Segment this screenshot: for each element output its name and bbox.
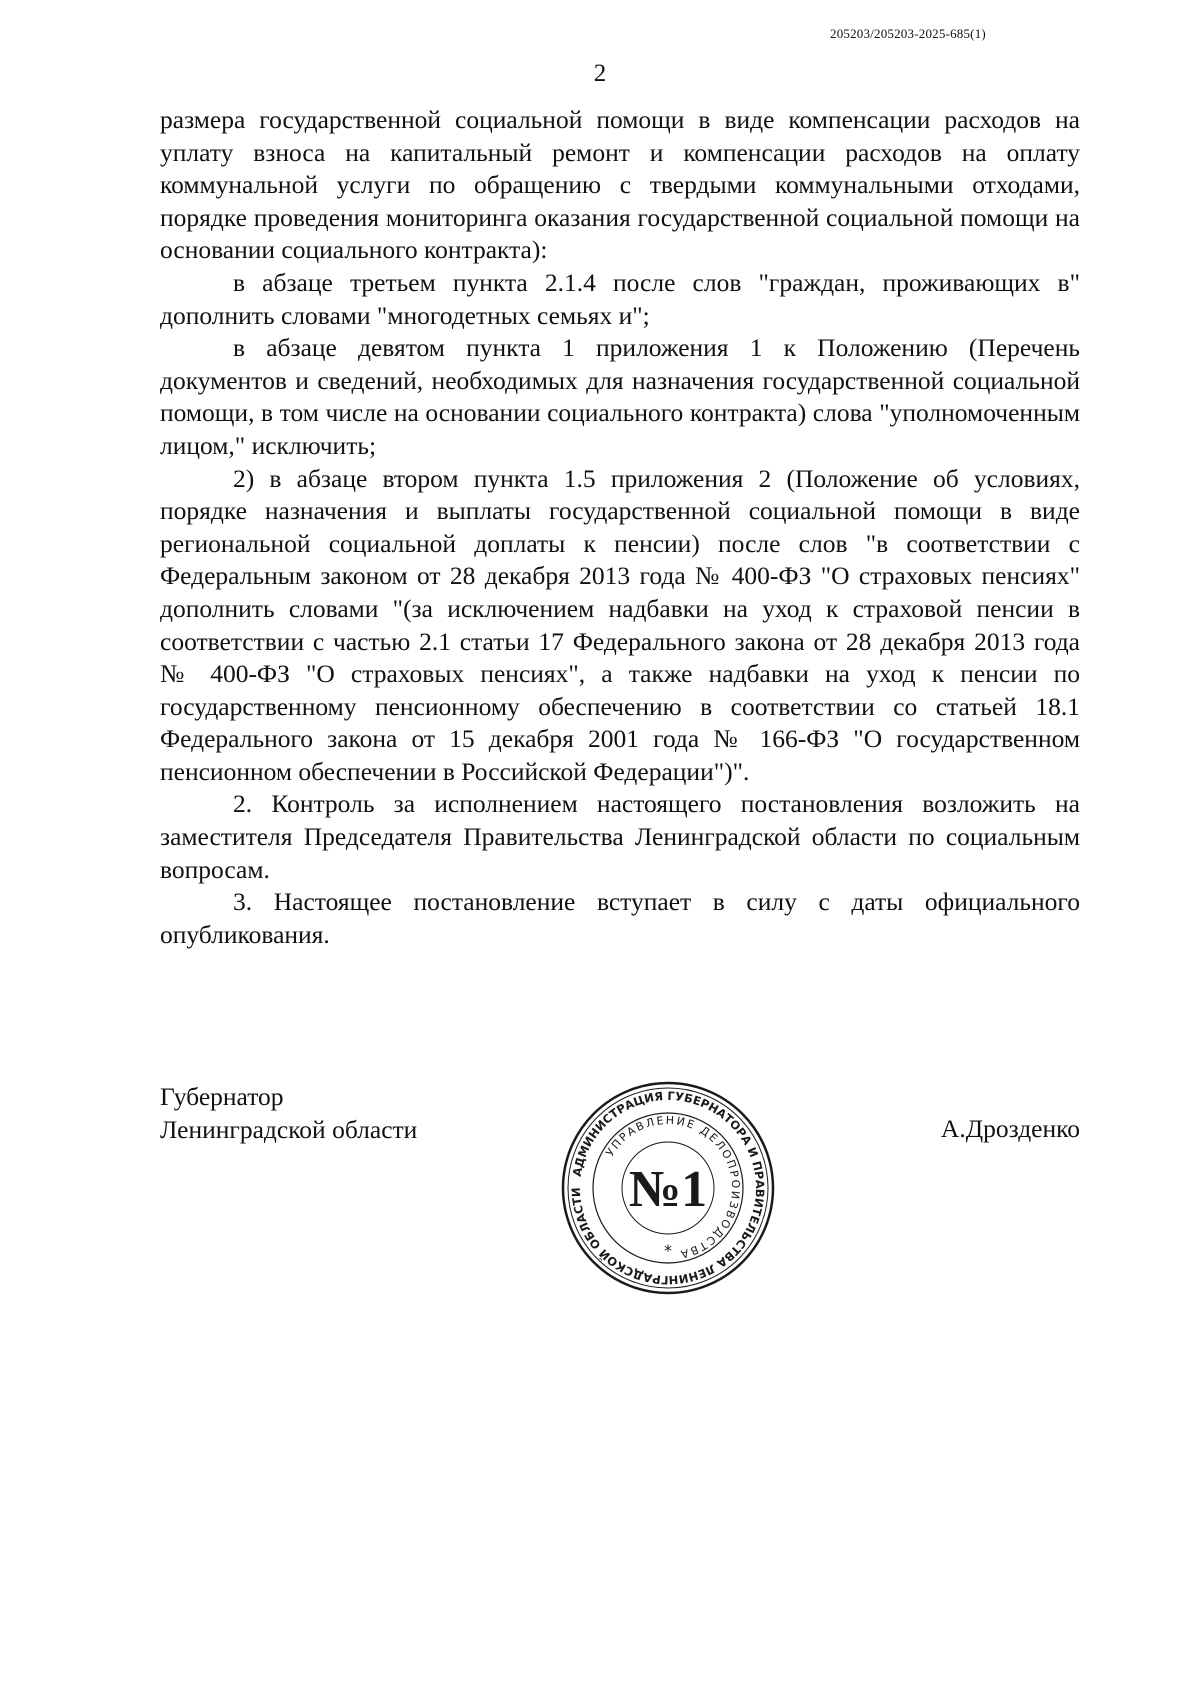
signatory-name: А.Дрозденко xyxy=(940,1114,1080,1143)
official-seal xyxy=(558,1078,778,1298)
page-number: 2 xyxy=(593,60,607,87)
paragraph-amendment-3: 2) в абзаце втором пункта 1.5 приложения 2 (Положение об условиях, порядке назначения и выплаты государственной социальной помощи в виде региональной социальной доплаты к пенсии) после слов "в соответствии с Федеральным законом от 28 декабря 2013 года № 400-ФЗ "О страховых пенсиях" дополнить словами "(за исключением надбавки на уход к страховой пенсии в соответствии с частью 2.1 статьи 17 Федерального закона от 28 декабря 2013 года № 400-ФЗ "О страховых пенсиях", а также надбавки на уход к пенсии по государственному пенсионному обеспечению в соответствии со статьей 18.1 Федерального закона от 15 декабря 2001 года № 166-ФЗ "О государственном пенсионном обеспечении в Российской Федерации")". xyxy=(160,463,1080,786)
paragraph-amendment-1: в абзаце третьем пункта 2.1.4 после слов "граждан, проживающих в" дополнить словами "многодетных семьях и"; xyxy=(160,267,1080,330)
seal-number: №1 xyxy=(628,1161,708,1218)
document-body xyxy=(160,104,1080,951)
signatory-position-line1: Губернатор xyxy=(160,1082,284,1111)
seal-outer-text: АДМИНИСТРАЦИЯ ГУБЕРНАТОРА И ПРАВИТЕЛЬСТВА ЛЕНИНГРАДСКОЙ ОБЛАСТИ xyxy=(568,1088,768,1288)
signatory-position xyxy=(160,1081,417,1146)
seal-inner-text: УПРАВЛЕНИЕ ДЕЛОПРОИЗВОДСТВА xyxy=(603,1113,743,1262)
paragraph-continuation: размера государственной социальной помощи в виде компенсации расходов на уплату взноса на капитальный ремонт и компенсации расходов на оплату коммунальной услуги по обращению с твердыми коммунальными отходами, порядке проведения мониторинга оказания государственной социальной помощи на основании социального контракта): xyxy=(160,105,1080,265)
seal-star-icon: * xyxy=(664,1241,672,1260)
paragraph-effective-date: 3. Настоящее постановление вступает в силу с даты официального опубликования. xyxy=(160,887,1080,949)
paragraph-control: 2. Контроль за исполнением настоящего постановления возложить на заместителя Председателя Правительства Ленинградской области по социальным вопросам. xyxy=(160,789,1080,884)
document-id: 205203/205203-2025-685(1) xyxy=(830,26,986,41)
paragraph-amendment-2: в абзаце девятом пункта 1 приложения 1 к Положению (Перечень документов и сведений, необходимых для назначения государственной социальной помощи, в том числе на основании социального контракта) слова "уполномоченным лицом," исключить; xyxy=(160,333,1080,460)
signatory-position-line2: Ленинградской области xyxy=(160,1114,418,1144)
seal-graphic xyxy=(558,1078,778,1298)
